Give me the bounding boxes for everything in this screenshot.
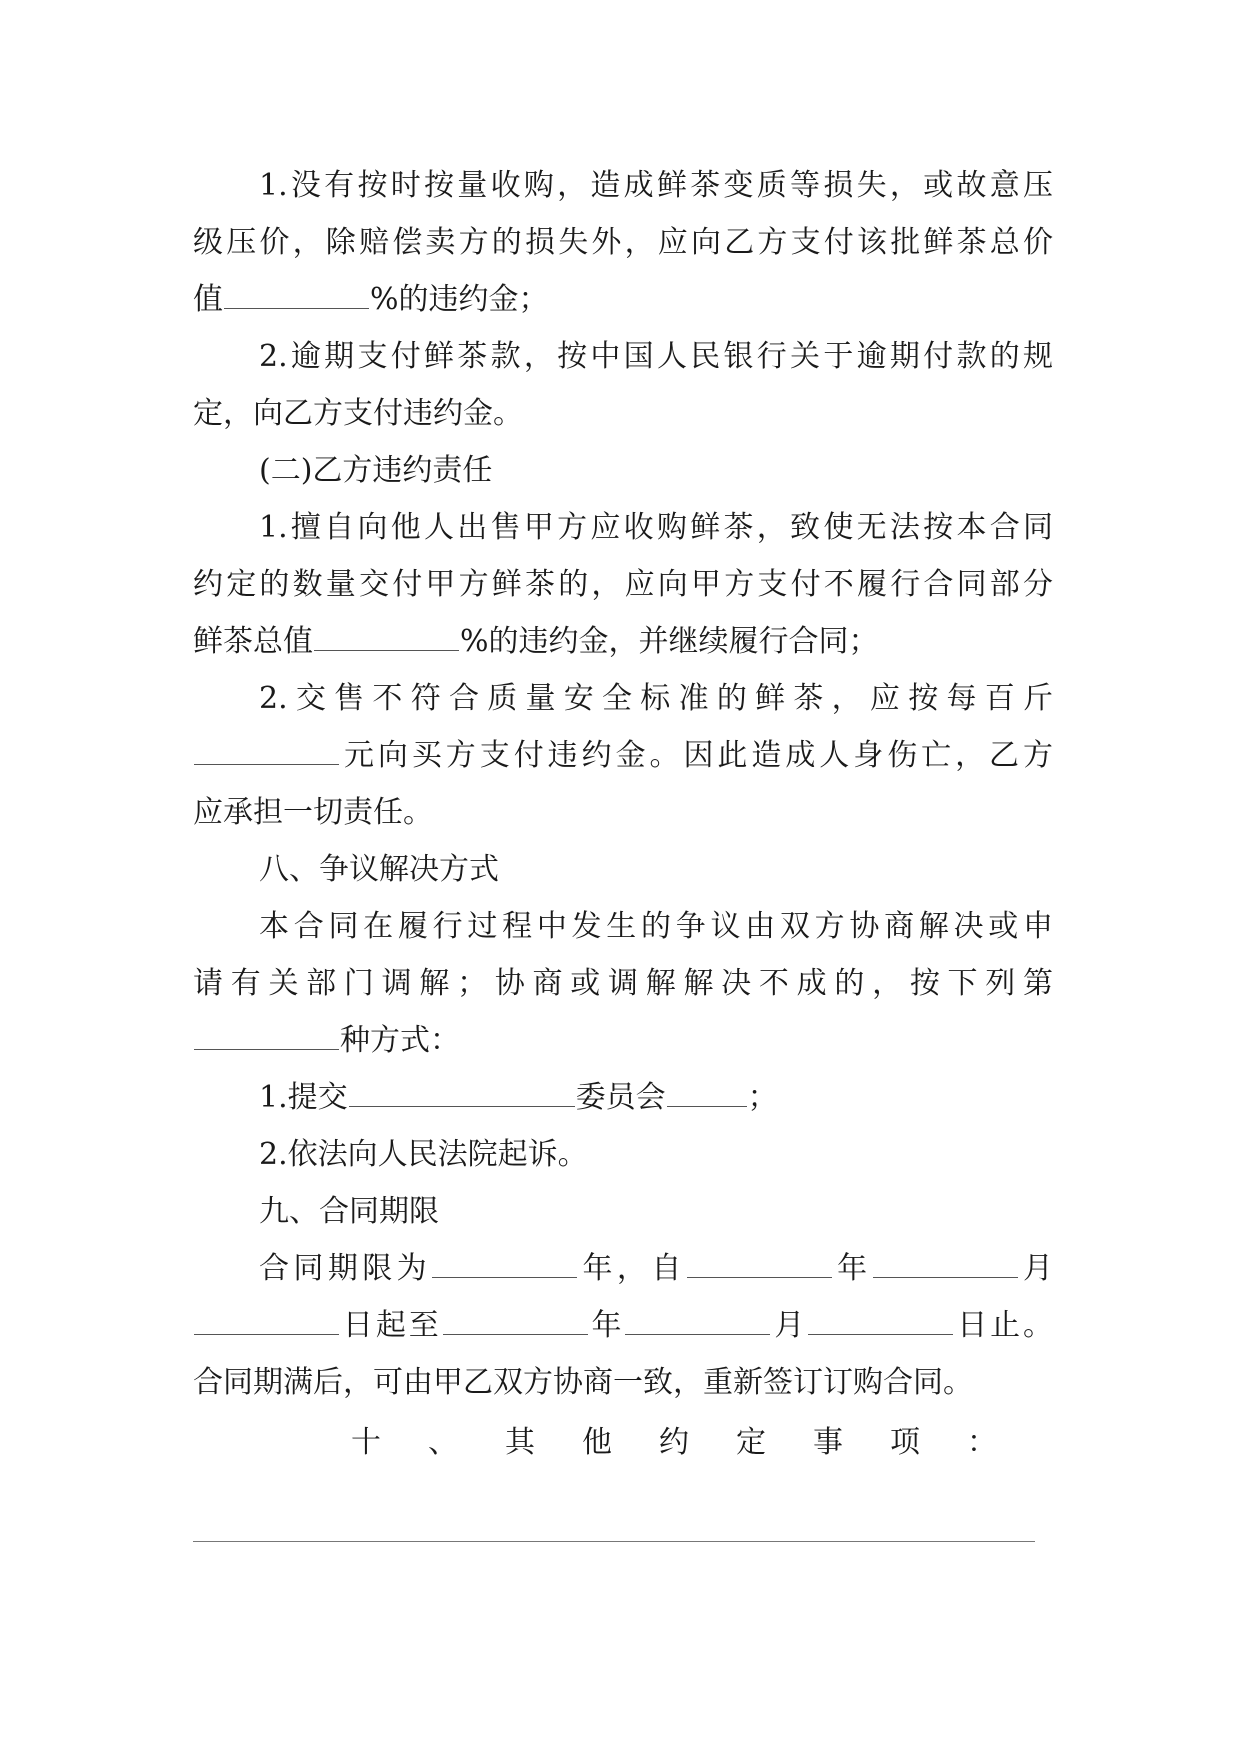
text-line — [193, 613, 1053, 671]
text-line — [193, 955, 1053, 1013]
fill-in-blank — [667, 1076, 747, 1107]
fill-in-blank — [349, 1076, 575, 1107]
fill-in-blank — [687, 1247, 832, 1278]
line-text: 2.依法向人民法院起诉。 — [259, 1137, 588, 1172]
line-text: 鲜茶总值 — [193, 624, 313, 659]
line-text: 1.提交 — [259, 1080, 348, 1115]
line-text: 应承担一切责任。 — [193, 795, 433, 830]
line-text: %的违约金，并继续履行合同； — [460, 624, 879, 659]
text-line — [193, 1297, 1053, 1355]
section-heading — [193, 841, 1053, 899]
text-line — [193, 157, 1053, 215]
text-line — [193, 1012, 1053, 1070]
line-text: 年，自 — [578, 1251, 686, 1286]
text-line — [193, 328, 1053, 386]
fill-in-blank — [224, 278, 369, 309]
section-heading — [193, 1414, 1053, 1472]
line-text: 月 — [771, 1308, 808, 1343]
text-line — [193, 556, 1053, 614]
section-heading — [193, 442, 1053, 500]
heading-text: (二)乙方违约责任 — [259, 453, 493, 488]
fill-in-blank — [443, 1304, 588, 1335]
line-text: 值 — [193, 282, 223, 317]
text-line — [193, 670, 1053, 728]
text-line — [193, 1240, 1053, 1298]
line-text: 2.逾期支付鲜茶款，按中国人民银行关于逾期付款的规 — [259, 339, 1053, 374]
line-text: 定，向乙方支付违约金。 — [193, 396, 523, 431]
text-line — [193, 1354, 1053, 1412]
line-text: 委员会 — [575, 1080, 666, 1115]
text-line — [193, 784, 1053, 842]
text-line — [193, 214, 1053, 272]
fill-in-blank — [194, 1304, 339, 1335]
line-text: 种方式： — [340, 1023, 460, 1058]
line-text: 1.擅自向他人出售甲方应收购鲜茶，致使无法按本合同 — [259, 510, 1053, 545]
text-line — [193, 271, 1053, 329]
heading-text: 八、争议解决方式 — [259, 852, 499, 887]
fill-in-blank — [873, 1247, 1018, 1278]
line-text: 日起至 — [340, 1308, 442, 1343]
line-text: 约定的数量交付甲方鲜茶的，应向甲方支付不履行合同部分 — [193, 567, 1053, 602]
line-text: 本合同在履行过程中发生的争议由双方协商解决或申 — [259, 909, 1053, 944]
line-text: 合同期满后，可由甲乙双方协商一致，重新签订订购合同。 — [193, 1365, 973, 1400]
text-line — [193, 727, 1053, 785]
fill-in-blank — [194, 734, 339, 765]
text-line — [193, 385, 1053, 443]
text-line — [193, 898, 1053, 956]
fill-in-blank — [808, 1304, 953, 1335]
line-text: 级压价，除赔偿卖方的损失外，应向乙方支付该批鲜茶总价 — [193, 225, 1053, 260]
line-text: 年 — [588, 1308, 625, 1343]
line-text: 2.交售不符合质量安全标准的鲜茶，应按每百斤 — [259, 681, 1053, 716]
text-line — [193, 1126, 1053, 1184]
fill-in-blank — [194, 1019, 339, 1050]
heading-text: 十、其他约定事项： — [351, 1425, 1044, 1460]
fill-in-blank — [625, 1304, 770, 1335]
line-text: 日止。 — [954, 1308, 1054, 1343]
fill-in-blank — [193, 1541, 1035, 1542]
heading-text: 九、合同期限 — [259, 1194, 439, 1229]
fill-in-blank — [314, 620, 459, 651]
line-text: 月 — [1018, 1251, 1054, 1286]
line-text: 元向买方支付违约金。因此造成人身伤亡，乙方 — [340, 738, 1053, 773]
line-text: %的违约金； — [370, 282, 549, 317]
text-line — [193, 499, 1053, 557]
line-text: 合同期限为 — [259, 1251, 432, 1286]
section-heading — [193, 1183, 1053, 1241]
text-line — [193, 1069, 1053, 1127]
line-text: 请有关部门调解；协商或调解解决不成的，按下列第 — [193, 966, 1053, 1001]
line-text: 1.没有按时按量收购，造成鲜茶变质等损失，或故意压 — [259, 168, 1053, 203]
line-text: 年 — [832, 1251, 872, 1286]
fill-in-blank — [432, 1247, 577, 1278]
line-text: ； — [747, 1080, 778, 1115]
